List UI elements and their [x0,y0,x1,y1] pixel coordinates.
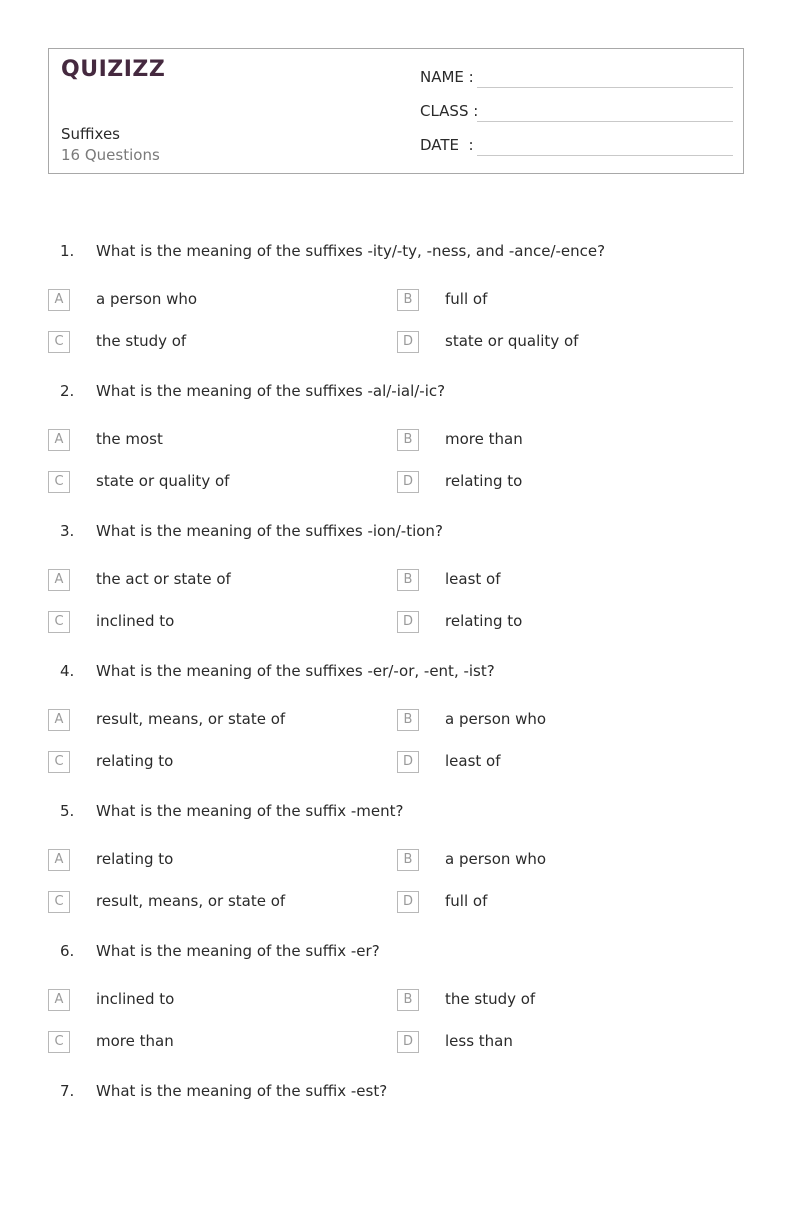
option-letter-box: A [48,709,70,731]
option-letter-box: B [397,569,419,591]
option-text: relating to [445,472,523,490]
option-letter-box: C [48,1031,70,1053]
option-letter-box: D [397,471,419,493]
date-field[interactable] [420,136,733,158]
date-line[interactable] [477,155,733,156]
option-letter-box: D [397,1031,419,1053]
option-letter-box: B [397,709,419,731]
option-text: least of [445,752,501,770]
question-number: 7. [60,1082,75,1100]
question-text: What is the meaning of the suffix -est? [96,1082,388,1100]
question-number: 3. [60,522,75,540]
option-letter-box: C [48,751,70,773]
option-text: state or quality of [445,332,579,350]
question [0,516,794,656]
option-text: less than [445,1032,513,1050]
question [0,656,794,796]
option-text: result, means, or state of [96,710,286,728]
option-letter-box: D [397,611,419,633]
question-number: 6. [60,942,75,960]
option-letter-box: C [48,891,70,913]
option-text: inclined to [96,990,175,1008]
name-line[interactable] [477,87,733,88]
question [0,1076,794,1216]
question-text: What is the meaning of the suffix -er? [96,942,380,960]
question-text: What is the meaning of the suffixes -ion/-tion? [96,522,443,540]
option-letter-box: A [48,569,70,591]
option-text: the most [96,430,163,448]
option-text: a person who [445,710,547,728]
option-letter-box: B [397,989,419,1011]
question-text: What is the meaning of the suffixes -er/-or, -ent, -ist? [96,662,495,680]
class-field[interactable] [420,102,733,124]
question [0,936,794,1076]
option-letter-box: B [397,289,419,311]
question-text: What is the meaning of the suffix -ment? [96,802,404,820]
class-label: CLASS : [420,102,479,120]
option-text: the act or state of [96,570,231,588]
option-text: a person who [96,290,198,308]
option-letter-box: A [48,289,70,311]
option-letter-box: D [397,891,419,913]
option-letter-box: C [48,611,70,633]
option-letter-box: B [397,429,419,451]
question-text: What is the meaning of the suffixes -ity/-ty, -ness, and -ance/-ence? [96,242,606,260]
question-number: 4. [60,662,75,680]
quizizz-logo: QUIZIZZ [61,57,166,82]
quiz-title: Suffixes [61,125,120,143]
question-text: What is the meaning of the suffixes -al/-ial/-ic? [96,382,446,400]
option-text: state or quality of [96,472,230,490]
class-line[interactable] [477,121,733,122]
option-text: inclined to [96,612,175,630]
option-letter-box: A [48,849,70,871]
question-count: 16 Questions [61,146,160,164]
option-text: the study of [96,332,187,350]
option-text: more than [96,1032,174,1050]
option-text: relating to [96,752,174,770]
option-text: relating to [96,850,174,868]
question-list [0,236,794,1216]
option-letter-box: A [48,429,70,451]
option-text: result, means, or state of [96,892,286,910]
question [0,376,794,516]
question-number: 5. [60,802,75,820]
date-label: DATE : [420,136,474,154]
option-text: the study of [445,990,536,1008]
question-number: 2. [60,382,75,400]
option-letter-box: D [397,751,419,773]
option-letter-box: C [48,331,70,353]
question [0,236,794,376]
option-text: relating to [445,612,523,630]
option-text: full of [445,290,488,308]
option-letter-box: A [48,989,70,1011]
name-field[interactable] [420,68,733,90]
question-number: 1. [60,242,75,260]
name-label: NAME : [420,68,474,86]
option-letter-box: C [48,471,70,493]
option-text: more than [445,430,523,448]
option-text: a person who [445,850,547,868]
worksheet-header [48,48,744,174]
option-text: least of [445,570,501,588]
option-letter-box: D [397,331,419,353]
question [0,796,794,936]
option-text: full of [445,892,488,910]
option-letter-box: B [397,849,419,871]
